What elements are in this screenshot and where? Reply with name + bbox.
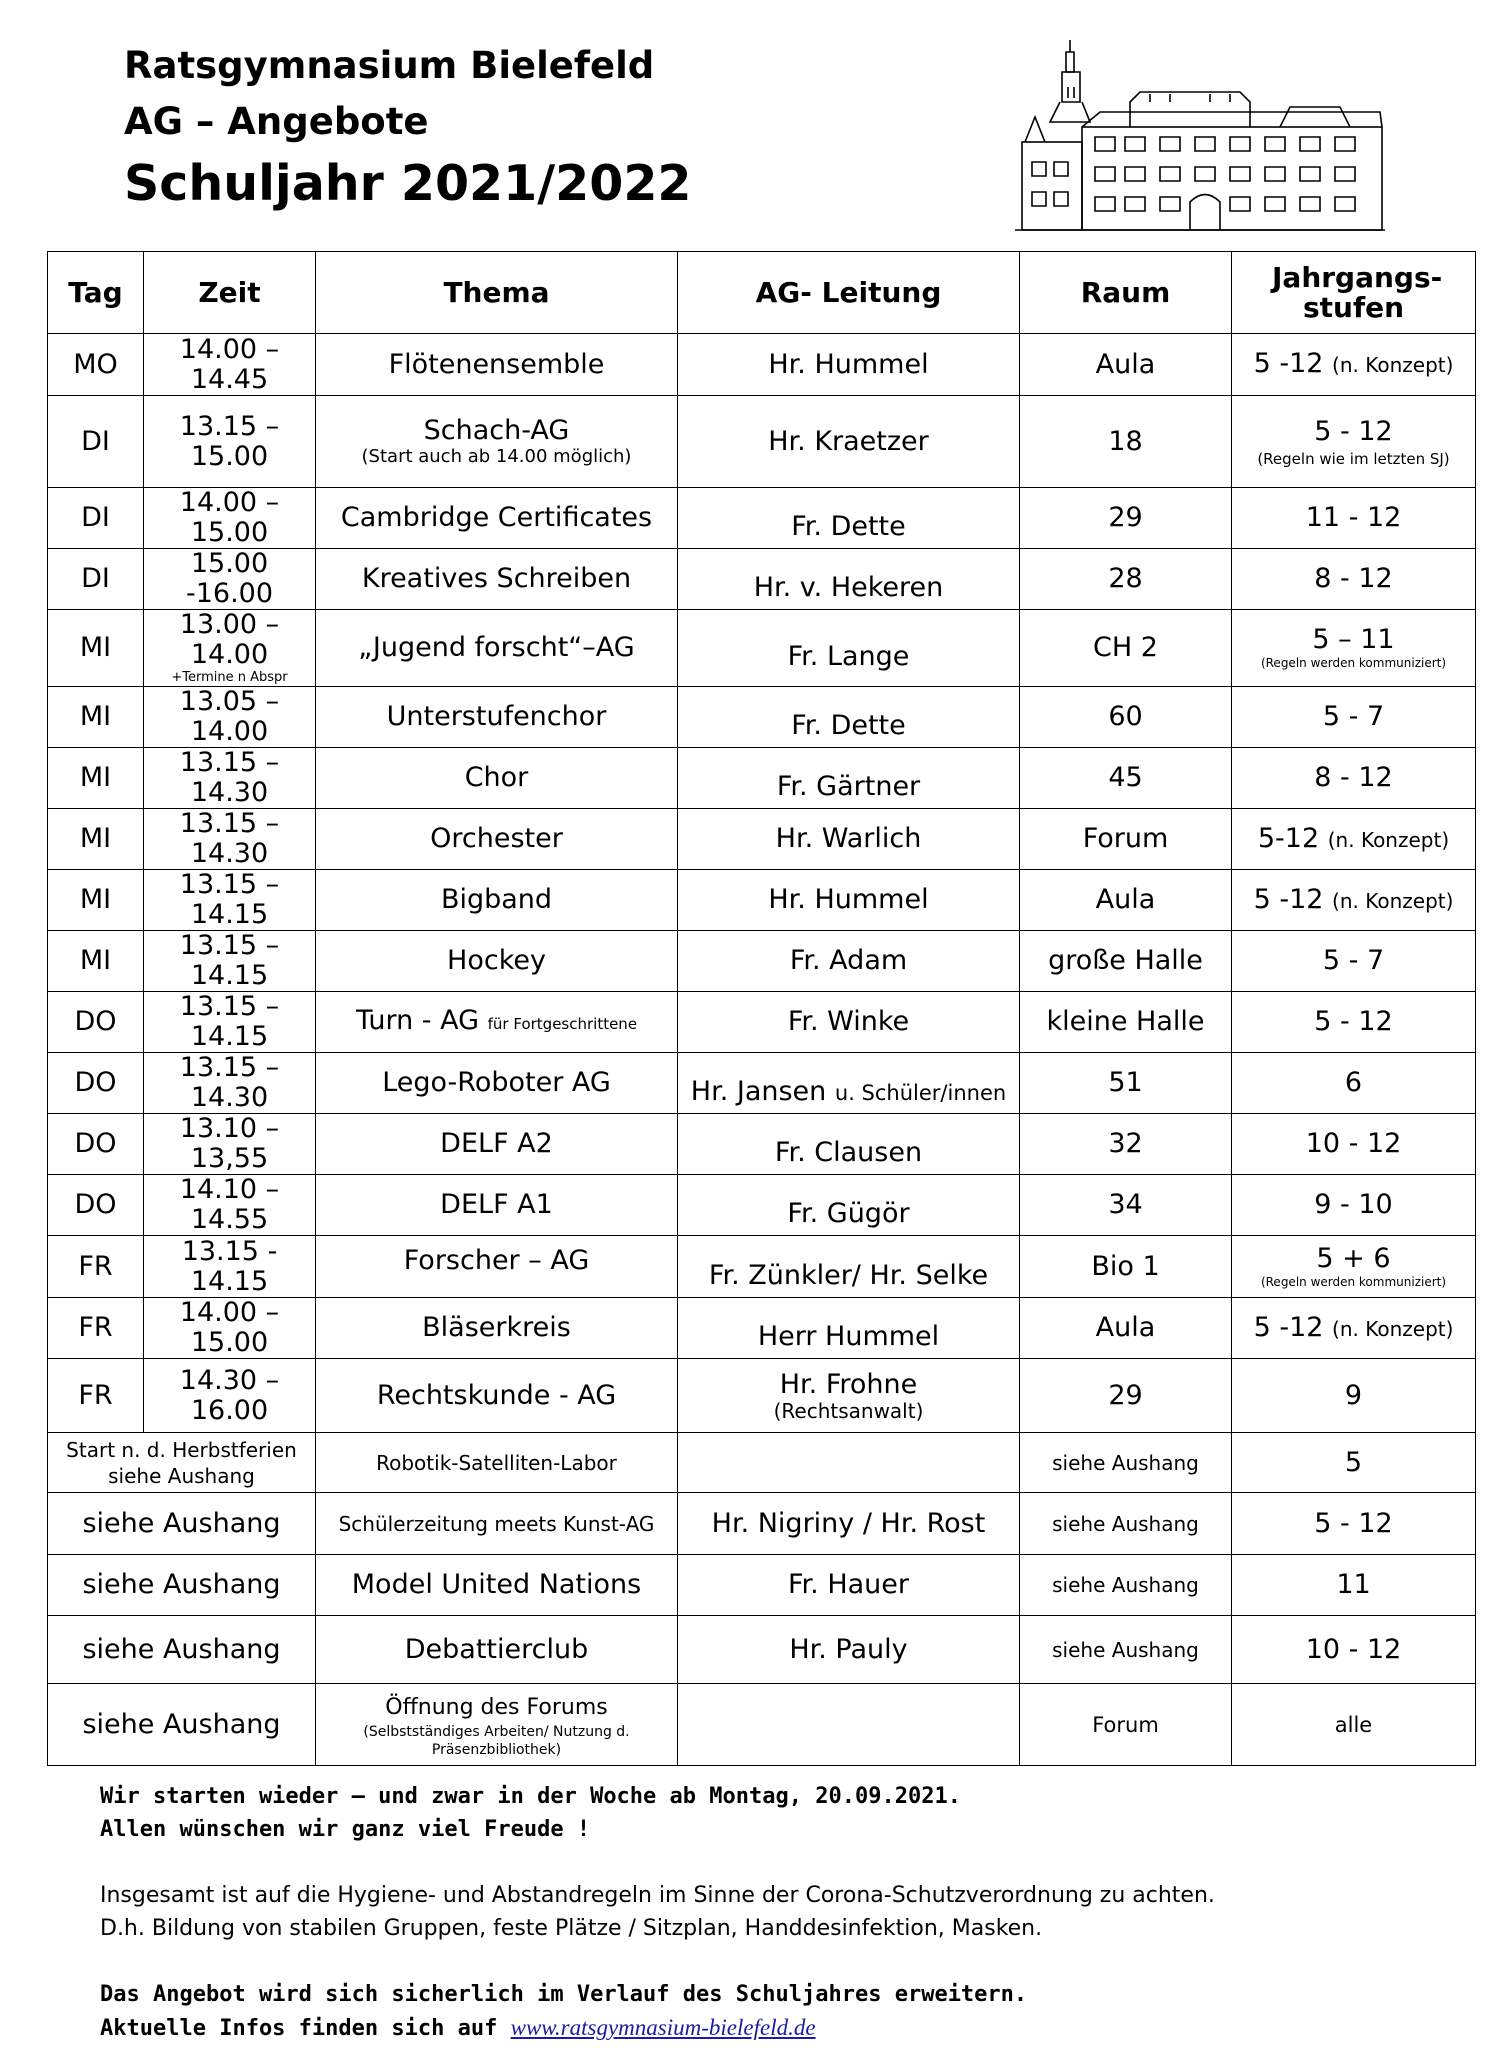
cell-raum: Aula (1020, 1298, 1232, 1359)
table-row (48, 992, 1476, 1053)
leitung-value: Hr. v. Hekeren (753, 572, 944, 603)
footer-start-date: Wir starten wieder – und zwar in der Woche ab Montag, 20.09.2021. (100, 1784, 961, 1809)
cell-start: siehe Aushang (48, 1684, 316, 1766)
cell-leitung (678, 1359, 1020, 1433)
stufen-value: 5 – 11 (1312, 624, 1395, 655)
cell-thema (316, 1236, 678, 1298)
cell-start: siehe Aushang (48, 1555, 316, 1616)
col-header-leitung: AG- Leitung (678, 252, 1020, 334)
thema-note: (Selbstständiges Arbeiten/ Nutzung d. Präsenzbibliothek) (363, 1723, 630, 1758)
footer-wish: Allen wünschen wir ganz viel Freude ! (100, 1817, 591, 1842)
table-row (48, 748, 1476, 809)
leitung-value: Fr. Dette (791, 511, 906, 542)
stufen-value: 5 + 6 (1316, 1242, 1391, 1274)
zeit-note: +Termine n Abspr (171, 670, 288, 685)
cell-thema: Bigband (316, 870, 678, 931)
cell-stufen: 11 (1232, 1555, 1476, 1616)
thema-value: Forscher – AG (403, 1245, 590, 1276)
leitung-value: Fr. Gügör (787, 1198, 910, 1229)
cell-thema: Lego-Roboter AG (316, 1053, 678, 1114)
cell-thema: Hockey (316, 931, 678, 992)
cell-thema (316, 1684, 678, 1766)
cell-raum: 28 (1020, 549, 1232, 610)
cell-raum: Forum (1020, 809, 1232, 870)
cell-raum: siehe Aushang (1020, 1493, 1232, 1555)
cell-raum: siehe Aushang (1020, 1555, 1232, 1616)
cell-zeit (144, 610, 316, 687)
cell-stufen: 10 - 12 (1232, 1114, 1476, 1175)
cell-stufen: 5 (1232, 1433, 1476, 1493)
cell-stufen: 10 - 12 (1232, 1616, 1476, 1684)
cell-tag: DI (48, 488, 144, 549)
cell-leitung (678, 687, 1020, 748)
cell-raum: 29 (1020, 1359, 1232, 1433)
cell-zeit: 13.10 – 13,55 (144, 1114, 316, 1175)
footer-notes (100, 1780, 1215, 2045)
cell-stufen: 8 - 12 (1232, 549, 1476, 610)
cell-start: siehe Aushang (48, 1493, 316, 1555)
stufen-value: 5-12 (1257, 822, 1320, 854)
footer-info-text: Aktuelle Infos finden sich auf (100, 2016, 498, 2041)
cell-tag: FR (48, 1236, 144, 1298)
cell-zeit: 13.15 – 14.30 (144, 1053, 316, 1114)
cell-raum: 29 (1020, 488, 1232, 549)
cell-thema (316, 992, 678, 1053)
cell-tag: DI (48, 549, 144, 610)
cell-leitung: Hr. Hummel (678, 334, 1020, 396)
leitung-value: Fr. Lange (787, 641, 910, 672)
table-row (48, 870, 1476, 931)
cell-stufen (1232, 610, 1476, 687)
website-link[interactable]: www.ratsgymnasium-bielefeld.de (510, 2015, 816, 2040)
table-row (48, 396, 1476, 488)
footer-rules: D.h. Bildung von stabilen Gruppen, feste Plätze / Sitzplan, Handdesinfektion, Masken. (100, 1916, 1043, 1941)
cell-leitung (678, 610, 1020, 687)
cell-leitung: Hr. Nigriny / Hr. Rost (678, 1493, 1020, 1555)
stufen-value: 5 -12 (1253, 1311, 1324, 1343)
cell-raum: kleine Halle (1020, 992, 1232, 1053)
cell-stufen: 5 - 12 (1232, 992, 1476, 1053)
cell-stufen (1232, 1236, 1476, 1298)
col-header-stufen: Jahrgangs-stufen (1232, 252, 1476, 334)
cell-tag: MI (48, 870, 144, 931)
stufen-note: (n. Konzept) (1332, 353, 1454, 377)
cell-zeit: 15.00 -16.00 (144, 549, 316, 610)
cell-zeit: 13.15 – 15.00 (144, 396, 316, 488)
cell-tag: MO (48, 334, 144, 396)
footer-hygiene: Insgesamt ist auf die Hygiene- und Abstandregeln im Sinne der Corona-Schutzverordnung zu achten. (100, 1883, 1215, 1908)
cell-leitung (678, 1684, 1020, 1766)
cell-stufen: 5 - 7 (1232, 687, 1476, 748)
cell-stufen (1232, 396, 1476, 488)
cell-tag: MI (48, 809, 144, 870)
cell-thema: Robotik-Satelliten-Labor (316, 1433, 678, 1493)
cell-thema: „Jugend forscht“–AG (316, 610, 678, 687)
cell-raum: Bio 1 (1020, 1236, 1232, 1298)
cell-leitung (678, 1053, 1020, 1114)
cell-stufen: 8 - 12 (1232, 748, 1476, 809)
cell-thema: Orchester (316, 809, 678, 870)
cell-tag: DO (48, 992, 144, 1053)
table-row-special (48, 1555, 1476, 1616)
cell-raum: siehe Aushang (1020, 1616, 1232, 1684)
cell-leitung (678, 549, 1020, 610)
cell-zeit: 14.00 – 15.00 (144, 488, 316, 549)
leitung-note: (Rechtsanwalt) (773, 1398, 924, 1423)
cell-stufen (1232, 334, 1476, 396)
table-row (48, 1359, 1476, 1433)
table-row-special (48, 1493, 1476, 1555)
leitung-value: Fr. Gärtner (776, 771, 921, 802)
cell-leitung: Fr. Hauer (678, 1555, 1020, 1616)
cell-stufen: 6 (1232, 1053, 1476, 1114)
cell-thema: Cambridge Certificates (316, 488, 678, 549)
cell-raum: 51 (1020, 1053, 1232, 1114)
table-row (48, 488, 1476, 549)
table-row (48, 1053, 1476, 1114)
col-header-zeit: Zeit (144, 252, 316, 334)
cell-raum: 32 (1020, 1114, 1232, 1175)
thema-value: Turn - AG (355, 1004, 480, 1036)
col-header-raum: Raum (1020, 252, 1232, 334)
school-name: Ratsgymnasium Bielefeld (124, 44, 655, 87)
cell-raum: Aula (1020, 334, 1232, 396)
cell-leitung: Hr. Kraetzer (678, 396, 1020, 488)
stufen-note: (Regeln werden kommuniziert) (1260, 656, 1447, 670)
cell-raum: 34 (1020, 1175, 1232, 1236)
cell-leitung (678, 748, 1020, 809)
cell-raum: 60 (1020, 687, 1232, 748)
stufen-note: (n. Konzept) (1332, 888, 1454, 913)
stufen-value: 5 -12 (1253, 883, 1324, 915)
cell-stufen (1232, 870, 1476, 931)
thema-value: Öffnung des Forums (385, 1694, 608, 1720)
table-row (48, 1236, 1476, 1298)
leitung-value: Fr. Dette (791, 710, 906, 741)
leitung-note: u. Schüler/innen (834, 1080, 1007, 1105)
leitung-value: Hr. Frohne (779, 1368, 918, 1400)
stufen-value: 5 - 12 (1314, 415, 1393, 447)
cell-leitung: Fr. Adam (678, 931, 1020, 992)
cell-raum: große Halle (1020, 931, 1232, 992)
cell-zeit: 13.15 – 14.15 (144, 992, 316, 1053)
table-header-row (48, 252, 1476, 334)
cell-thema: DELF A2 (316, 1114, 678, 1175)
leitung-value: Herr Hummel (757, 1321, 940, 1352)
cell-thema: Chor (316, 748, 678, 809)
cell-thema: DELF A1 (316, 1175, 678, 1236)
table-row (48, 1114, 1476, 1175)
cell-leitung (678, 1433, 1020, 1493)
cell-leitung (678, 1298, 1020, 1359)
cell-thema: Kreatives Schreiben (316, 549, 678, 610)
cell-leitung: Hr. Warlich (678, 809, 1020, 870)
cell-zeit: 13.15 - 14.15 (144, 1236, 316, 1298)
footer-info (100, 2011, 1215, 2045)
cell-stufen: 11 - 12 (1232, 488, 1476, 549)
cell-stufen: alle (1232, 1684, 1476, 1766)
thema-note: für Fortgeschrittene (487, 1014, 638, 1033)
cell-stufen (1232, 809, 1476, 870)
cell-raum: 45 (1020, 748, 1232, 809)
cell-zeit: 13.05 – 14.00 (144, 687, 316, 748)
cell-zeit: 13.15 – 14.15 (144, 931, 316, 992)
cell-tag: MI (48, 748, 144, 809)
cell-tag: DO (48, 1175, 144, 1236)
document-header (124, 38, 692, 216)
table-row (48, 334, 1476, 396)
leitung-value: Fr. Zünkler/ Hr. Selke (708, 1259, 989, 1291)
cell-thema: Flötenensemble (316, 334, 678, 396)
cell-zeit: 14.00 – 14.45 (144, 334, 316, 396)
cell-stufen (1232, 1298, 1476, 1359)
stufen-note: (Regeln wie im letzten SJ) (1257, 449, 1450, 468)
thema-note: (Start auch ab 14.00 möglich) (361, 445, 632, 467)
cell-zeit: 14.00 – 15.00 (144, 1298, 316, 1359)
cell-tag: DI (48, 396, 144, 488)
cell-tag: FR (48, 1298, 144, 1359)
cell-zeit: 13.15 – 14.30 (144, 809, 316, 870)
table-row (48, 549, 1476, 610)
cell-zeit: 14.10 – 14.55 (144, 1175, 316, 1236)
cell-thema: Bläserkreis (316, 1298, 678, 1359)
leitung-name: Hr. Jansen (690, 1075, 827, 1107)
subtitle: AG – Angebote (124, 100, 429, 143)
cell-tag: MI (48, 687, 144, 748)
school-year: Schuljahr 2021/2022 (124, 155, 692, 212)
cell-stufen: 9 (1232, 1359, 1476, 1433)
cell-thema: Rechtskunde - AG (316, 1359, 678, 1433)
cell-tag: MI (48, 610, 144, 687)
zeit-value: 13.00 – 14.00 (179, 609, 280, 670)
cell-thema (316, 396, 678, 488)
table-row (48, 610, 1476, 687)
cell-tag: FR (48, 1359, 144, 1433)
table-row (48, 1298, 1476, 1359)
school-building-logo (1010, 32, 1390, 232)
table-row (48, 809, 1476, 870)
ag-table (47, 251, 1476, 1766)
cell-zeit: 13.15 – 14.15 (144, 870, 316, 931)
cell-zeit: 13.15 – 14.30 (144, 748, 316, 809)
leitung-value (691, 1076, 1006, 1107)
cell-stufen: 5 - 7 (1232, 931, 1476, 992)
cell-start: Start n. d. Herbstferien siehe Aushang (48, 1433, 316, 1493)
table-row (48, 687, 1476, 748)
stufen-note: (Regeln werden kommuniziert) (1260, 1274, 1447, 1289)
cell-leitung: Hr. Pauly (678, 1616, 1020, 1684)
cell-start: siehe Aushang (48, 1616, 316, 1684)
cell-tag: DO (48, 1114, 144, 1175)
table-row (48, 931, 1476, 992)
footer-expand: Das Angebot wird sich sicherlich im Verlauf des Schuljahres erweitern. (100, 1982, 1028, 2007)
cell-leitung (678, 1114, 1020, 1175)
cell-tag: MI (48, 931, 144, 992)
table-row-special (48, 1684, 1476, 1766)
cell-leitung: Hr. Hummel (678, 870, 1020, 931)
stufen-note: (n. Konzept) (1332, 1316, 1454, 1341)
table-row (48, 1175, 1476, 1236)
stufen-note: (n. Konzept) (1327, 827, 1450, 852)
cell-tag: DO (48, 1053, 144, 1114)
cell-raum: 18 (1020, 396, 1232, 488)
cell-stufen: 5 - 12 (1232, 1493, 1476, 1555)
cell-leitung (678, 1236, 1020, 1298)
cell-raum: Forum (1020, 1684, 1232, 1766)
cell-thema: Debattierclub (316, 1616, 678, 1684)
cell-stufen: 9 - 10 (1232, 1175, 1476, 1236)
cell-thema: Model United Nations (316, 1555, 678, 1616)
cell-zeit: 14.30 – 16.00 (144, 1359, 316, 1433)
stufen-value: 5 -12 (1253, 348, 1324, 379)
cell-thema: Unterstufenchor (316, 687, 678, 748)
table-row-special (48, 1616, 1476, 1684)
cell-raum: Aula (1020, 870, 1232, 931)
cell-leitung (678, 488, 1020, 549)
cell-raum: siehe Aushang (1020, 1433, 1232, 1493)
cell-leitung (678, 1175, 1020, 1236)
thema-value: Schach-AG (423, 414, 570, 446)
cell-leitung: Fr. Winke (678, 992, 1020, 1053)
cell-thema: Schülerzeitung meets Kunst-AG (316, 1493, 678, 1555)
cell-raum: CH 2 (1020, 610, 1232, 687)
leitung-value: Fr. Clausen (774, 1137, 923, 1168)
table-row-special (48, 1433, 1476, 1493)
col-header-thema: Thema (316, 252, 678, 334)
col-header-tag: Tag (48, 252, 144, 334)
